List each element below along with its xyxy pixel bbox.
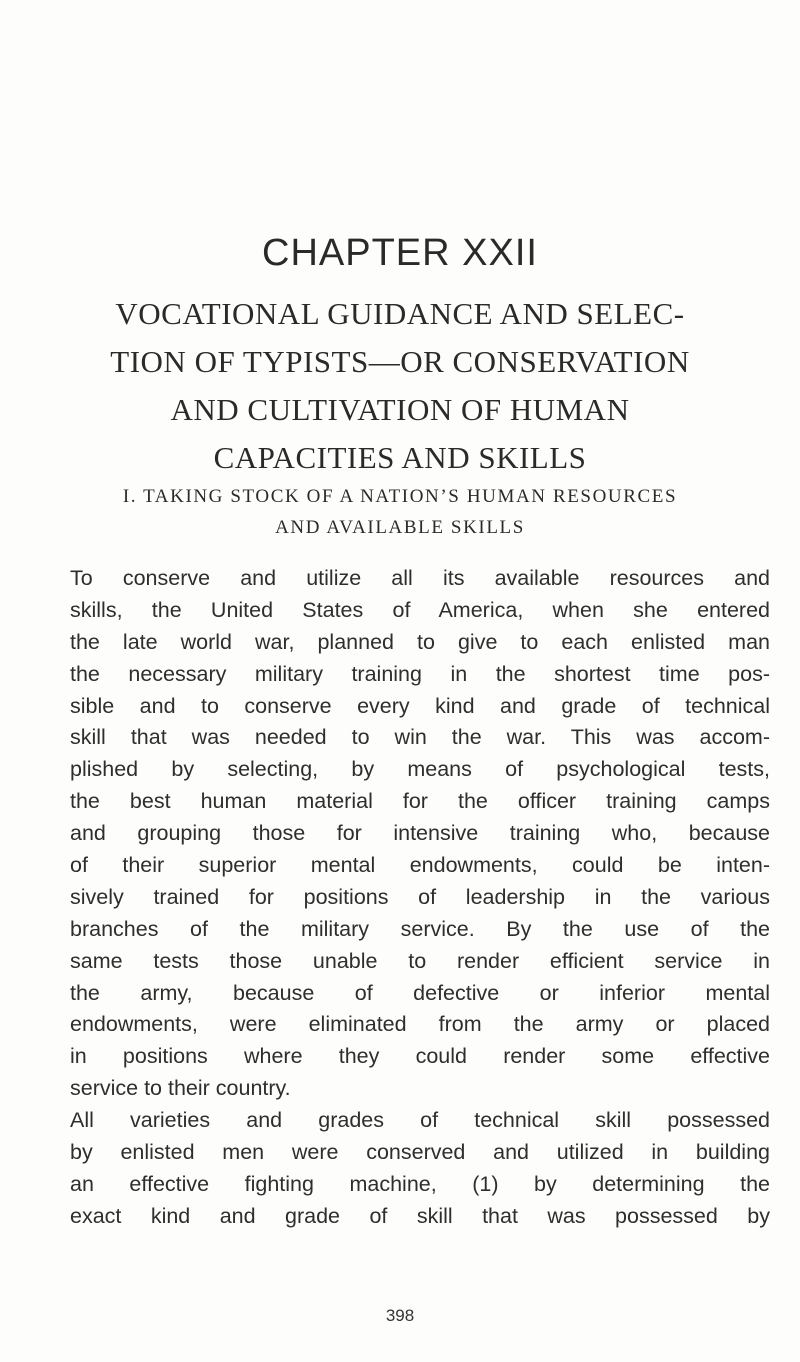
section-heading-line: I. TAKING STOCK OF A NATION’S HUMAN RESOURCES xyxy=(122,486,678,507)
page-number: 398 xyxy=(385,1306,415,1325)
body-line: skill that was needed to win the war. This was accom- xyxy=(70,725,770,750)
body-line: sible and to conserve every kind and grade of technical xyxy=(70,693,770,718)
body-line: the late world war, planned to give to each enlisted man xyxy=(70,629,770,654)
body-line: the necessary military training in the shortest time pos- xyxy=(70,661,770,686)
body-line: branches of the military service. By the use of the xyxy=(70,916,770,941)
body-line: service to their country. xyxy=(70,1076,291,1101)
chapter-heading: CHAPTER XXII xyxy=(262,232,538,274)
body-line: and grouping those for intensive training who, because xyxy=(70,821,770,846)
body-line: in positions where they could render some effective xyxy=(70,1044,770,1069)
chapter-title-line: CAPACITIES AND SKILLS xyxy=(213,440,587,475)
body-line: plished by selecting, by means of psychological tests, xyxy=(70,757,770,782)
body-line: To conserve and utilize all its available resources and xyxy=(70,566,770,590)
body-line: the best human material for the officer training camps xyxy=(70,789,770,814)
chapter-title-line: AND CULTIVATION OF HUMAN xyxy=(170,392,630,427)
body-text xyxy=(70,563,770,1233)
section-heading xyxy=(70,481,730,543)
body-line: endowments, were eliminated from the army or placed xyxy=(70,1012,770,1037)
chapter-title-line: VOCATIONAL GUIDANCE AND SELEC- xyxy=(115,296,685,331)
body-line: an effective fighting machine, (1) by determining the xyxy=(70,1171,770,1196)
body-line: of their superior mental endowments, could be inten- xyxy=(70,853,770,878)
body-line: skills, the United States of America, when she entered xyxy=(70,597,770,622)
body-line: the army, because of defective or inferior mental xyxy=(70,980,770,1005)
body-line: same tests those unable to render efficient service in xyxy=(70,948,770,973)
body-line: All varieties and grades of technical skill possessed xyxy=(70,1108,770,1133)
body-line: sively trained for positions of leadership in the various xyxy=(70,884,770,909)
chapter-title xyxy=(80,290,720,482)
body-line: exact kind and grade of skill that was possessed by xyxy=(70,1203,770,1228)
section-heading-line: AND AVAILABLE SKILLS xyxy=(275,517,525,538)
body-line: by enlisted men were conserved and utilized in building xyxy=(70,1140,770,1165)
chapter-title-line: TION OF TYPISTS—OR CONSERVATION xyxy=(110,344,690,379)
